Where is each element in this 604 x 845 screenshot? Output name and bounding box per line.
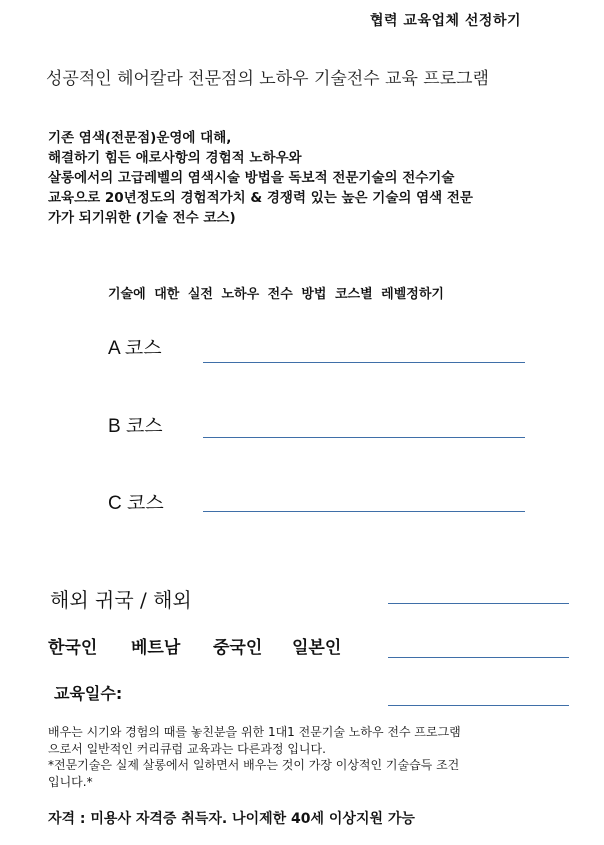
- intro-line: 가가 되기위한 (기술 전수 코스): [48, 210, 236, 226]
- course-c-label: C 코스: [108, 493, 164, 514]
- footnote-line: *전문기술은 실제 살롱에서 일하면서 배우는 것이 가장 이상적인 기술습득 조건: [48, 758, 460, 772]
- footnote-line: 으로서 일반적인 커리큐럼 교육과는 다른과정 입니다.: [48, 741, 326, 756]
- course-c-answer-line[interactable]: [203, 511, 525, 512]
- course-b-answer-line[interactable]: [203, 437, 525, 438]
- nationality-vietnam[interactable]: 베트남: [131, 638, 181, 658]
- course-section-heading: 기술에 대한 실전 노하우 전수 방법 코스별 레벨정하기: [108, 287, 444, 302]
- nationality-japanese[interactable]: 일본인: [292, 638, 342, 658]
- course-a-answer-line[interactable]: [203, 362, 525, 363]
- overseas-answer-line[interactable]: [388, 603, 569, 604]
- intro-line: 살롱에서의 고급레벨의 염색시술 방법을 독보적 전문기술의 전수기술: [48, 170, 455, 186]
- nationality-chinese[interactable]: 중국인: [213, 638, 263, 658]
- intro-line: 교육으로 20년정도의 경험적가치 & 경쟁력 있는 높은 기술의 염색 전문: [48, 190, 473, 206]
- course-a-label: A 코스: [108, 338, 162, 359]
- footnote-line: 배우는 시기와 경험의 때를 놓친분을 위한 1대1 전문기술 노하우 전수 프로그램: [48, 725, 461, 739]
- course-b-label: B 코스: [108, 416, 163, 437]
- footnote: [48, 724, 568, 790]
- header-title: 협력 교육업체 선정하기: [370, 13, 521, 29]
- edu-days-label: 교육일수:: [54, 684, 123, 703]
- qualification-text: 자격 : 미용사 자격증 취득자. 나이제한 40세 이상지원 가능: [48, 811, 415, 827]
- intro-line: 기존 염색(전문점)운영에 대해,: [48, 130, 232, 146]
- nationality-answer-line[interactable]: [388, 657, 569, 658]
- overseas-label: 해외 귀국 / 해외: [50, 588, 192, 612]
- nationality-korean[interactable]: 한국인: [48, 638, 98, 658]
- program-title: 성공적인 헤어칼라 전문점의 노하우 기술전수 교육 프로그램: [46, 69, 489, 89]
- edu-days-answer-line[interactable]: [388, 705, 569, 706]
- footnote-line: 입니다.*: [48, 774, 93, 789]
- intro-line: 해결하기 힘든 애로사항의 경험적 노하우와: [48, 150, 302, 166]
- intro-paragraph: [48, 128, 588, 228]
